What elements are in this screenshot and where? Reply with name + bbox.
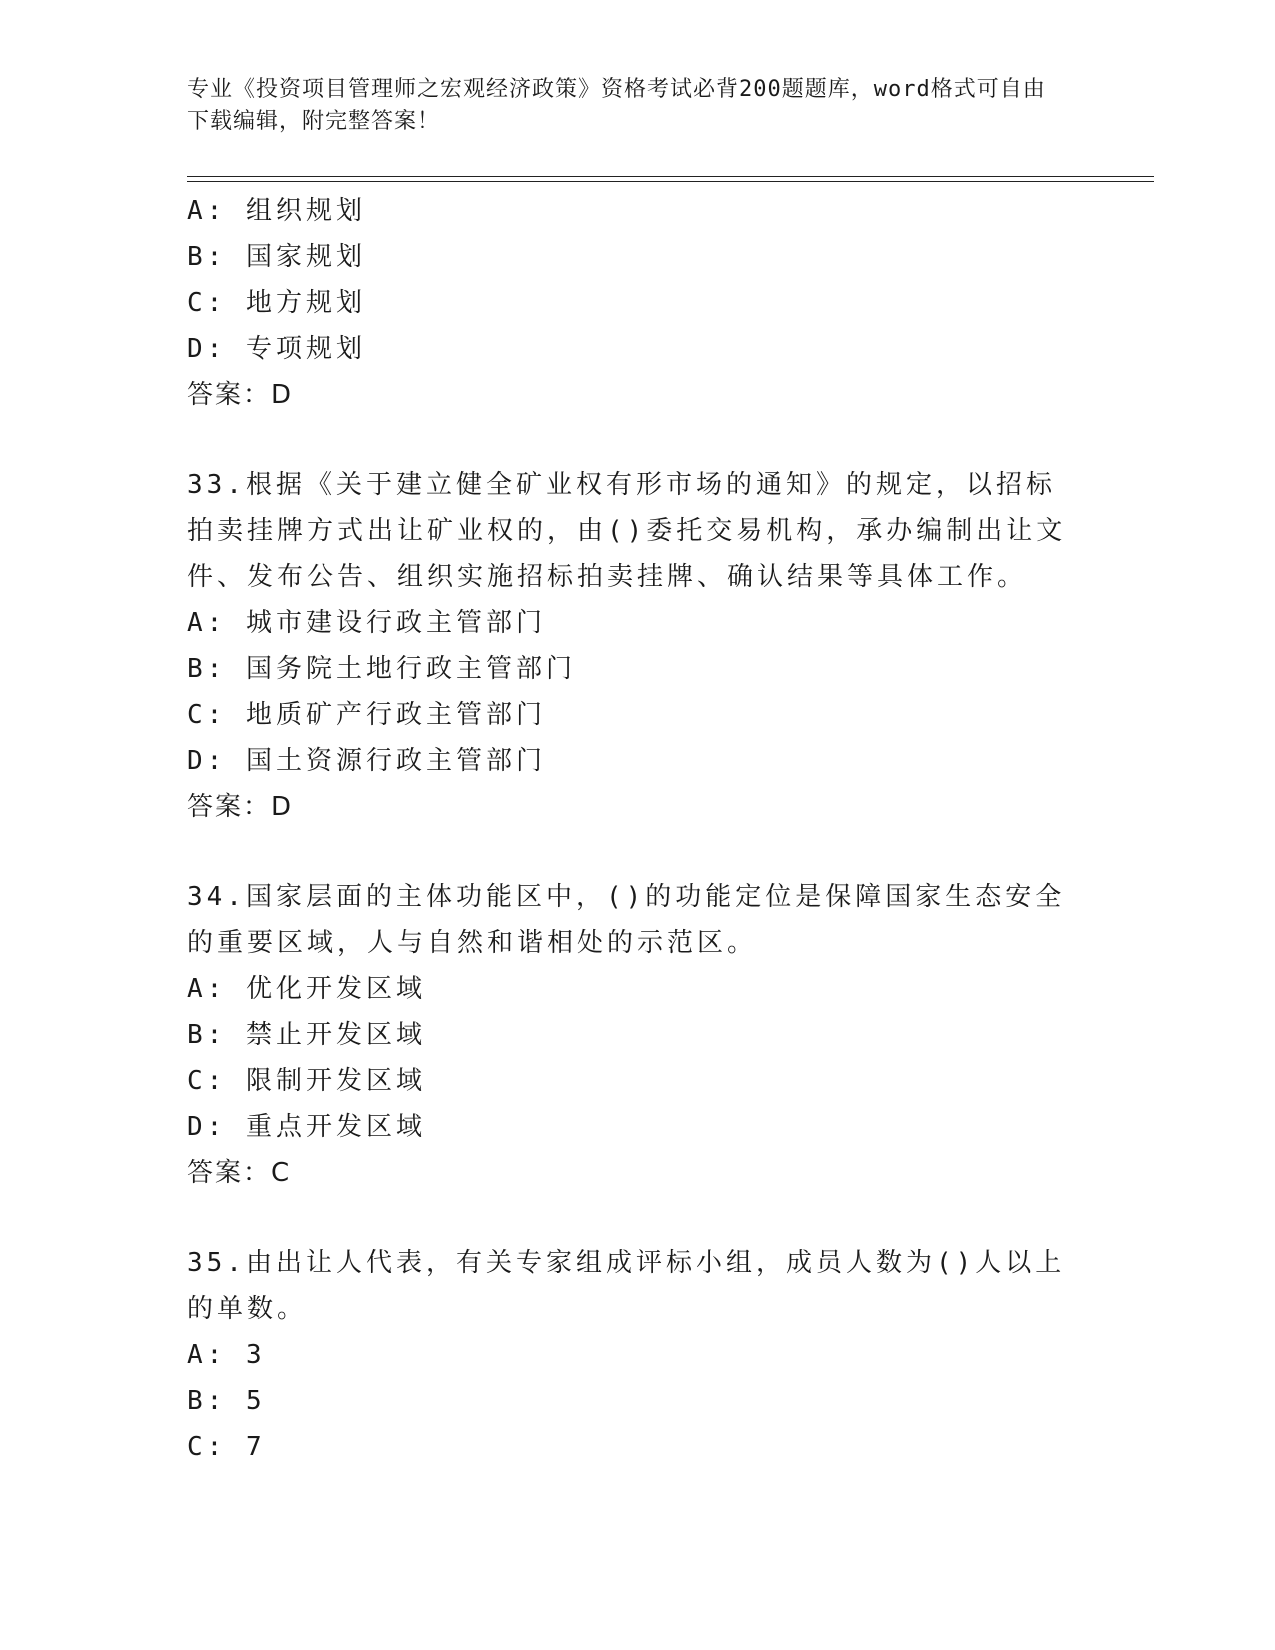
question-33 (187, 462, 1087, 830)
option-c: C: 地质矿产行政主管部门 (187, 700, 546, 730)
option-d: D: 国土资源行政主管部门 (187, 746, 546, 776)
option-a: A: 3 (187, 1340, 266, 1370)
question-35 (187, 1240, 1087, 1470)
question-32-continued (187, 188, 1087, 418)
option-a: A: 城市建设行政主管部门 (187, 608, 546, 638)
option-c: C: 地方规划 (187, 288, 366, 318)
answer: 答案：C (187, 1158, 292, 1188)
option-d: D: 专项规划 (187, 334, 366, 364)
question-34 (187, 874, 1087, 1196)
option-b: B: 国家规划 (187, 242, 366, 272)
option-b: B: 5 (187, 1386, 266, 1416)
option-b: B: 禁止开发区域 (187, 1020, 426, 1050)
question-list (187, 188, 1087, 1470)
answer: 答案：D (187, 792, 294, 822)
option-c: C: 限制开发区域 (187, 1066, 426, 1096)
header-divider-top (187, 176, 1154, 177)
question-stem: 33.根据《关于建立健全矿业权有形市场的通知》的规定，以招标拍卖挂牌方式出让矿业权的，由()委托交易机构，承办编制出让文件、发布公告、组织实施招标拍卖挂牌、确认结果等具体工作。 (187, 470, 1067, 592)
question-stem: 34.国家层面的主体功能区中，()的功能定位是保障国家生态安全的重要区域，人与自然和谐相处的示范区。 (187, 882, 1066, 958)
question-stem: 35.由出让人代表，有关专家组成评标小组，成员人数为()人以上的单数。 (187, 1248, 1066, 1324)
option-d: D: 重点开发区域 (187, 1112, 426, 1142)
header-divider-bottom (187, 181, 1154, 182)
option-b: B: 国务院土地行政主管部门 (187, 654, 576, 684)
answer: 答案：D (187, 380, 294, 410)
document-header: 专业《投资项目管理师之宏观经济政策》资格考试必背200题题库，word格式可自由下载编辑，附完整答案！ (187, 77, 1046, 134)
option-a: A: 优化开发区域 (187, 974, 426, 1004)
option-a: A: 组织规划 (187, 196, 366, 226)
option-c: C: 7 (187, 1432, 266, 1462)
